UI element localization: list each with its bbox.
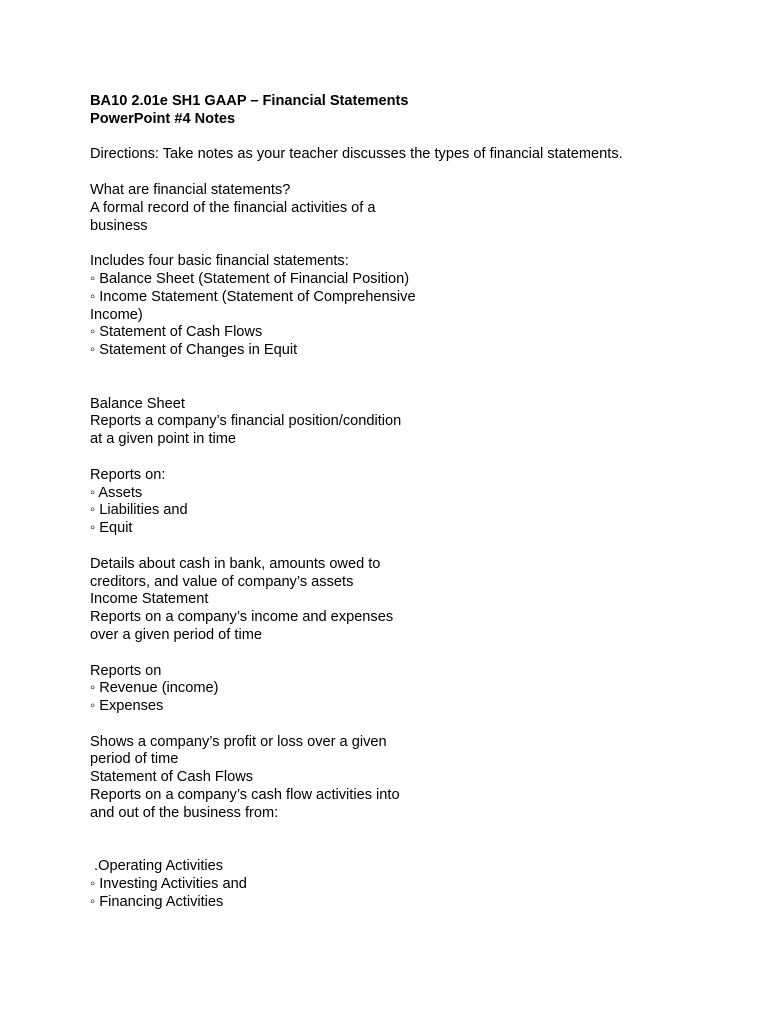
list-item: ◦ Assets	[90, 484, 143, 501]
answer-line: business	[90, 217, 148, 234]
includes-heading: Includes four basic financial statements:	[90, 253, 349, 270]
details-text: creditors, and value of company’s assets	[90, 573, 354, 590]
balance-sheet-desc: Reports a company’s financial position/condition	[90, 413, 402, 430]
reports-on-label: Reports on:	[90, 466, 166, 483]
document-subtitle: PowerPoint #4 Notes	[90, 110, 236, 127]
cash-flows-desc: and out of the business from:	[90, 804, 279, 821]
balance-sheet-desc: at a given point in time	[90, 431, 237, 448]
document-page	[90, 93, 690, 912]
income-statement-desc: over a given period of time	[90, 626, 262, 643]
question-text: What are financial statements?	[90, 181, 291, 198]
balance-sheet-heading: Balance Sheet	[90, 395, 185, 412]
cash-flows-desc: Reports on a company’s cash flow activities into	[90, 787, 400, 804]
list-item: ◦ Balance Sheet (Statement of Financial Position)	[90, 270, 410, 287]
list-item: ◦ Statement of Cash Flows	[90, 324, 263, 341]
list-item: ◦ Income Statement (Statement of Comprehensive	[90, 288, 416, 305]
income-statement-heading: Income Statement	[90, 591, 209, 608]
list-item: ◦ Expenses	[90, 698, 164, 715]
directions-text: Directions: Take notes as your teacher discusses the types of financial statements.	[90, 146, 623, 163]
list-item: ◦ Investing Activities and	[90, 876, 247, 893]
details-text: Details about cash in bank, amounts owed to	[90, 555, 381, 572]
income-statement-desc: Reports on a company’s income and expenses	[90, 609, 394, 626]
list-item: ◦ Revenue (income)	[90, 680, 219, 697]
list-item: ◦ Equit	[90, 520, 133, 537]
list-item: .Operating Activities	[90, 858, 224, 875]
shows-text: period of time	[90, 751, 179, 768]
document-title: BA10 2.01e SH1 GAAP – Financial Statements	[90, 93, 409, 109]
list-item: ◦ Financing Activities	[90, 893, 224, 910]
cash-flows-heading: Statement of Cash Flows	[90, 769, 254, 786]
list-item: ◦ Statement of Changes in Equit	[90, 342, 298, 359]
list-item: Income)	[90, 306, 143, 323]
shows-text: Shows a company’s profit or loss over a given	[90, 733, 387, 750]
answer-line: A formal record of the financial activities of a	[90, 199, 376, 216]
list-item: ◦ Liabilities and	[90, 502, 188, 519]
reports-on-label: Reports on	[90, 662, 162, 679]
